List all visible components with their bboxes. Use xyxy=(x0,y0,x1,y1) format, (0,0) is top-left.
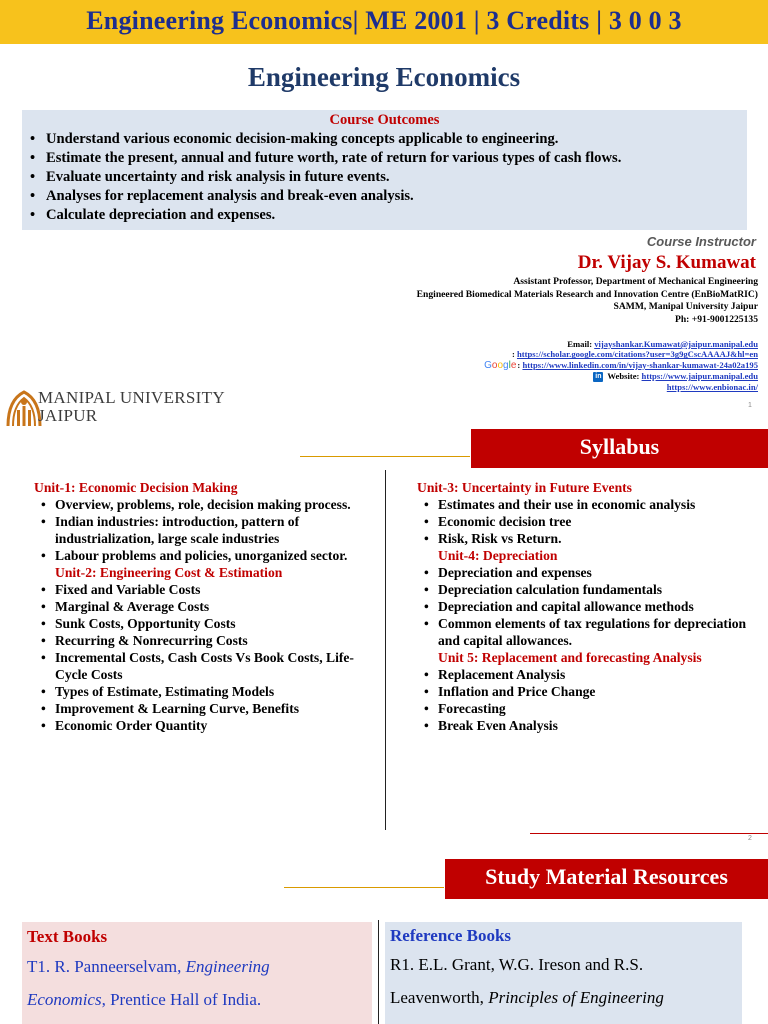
outcome-item: • Evaluate uncertainty and risk analysis in future events. xyxy=(30,168,745,187)
unit4-item: • Depreciation and capital allowance methods xyxy=(421,598,767,615)
unit4-title: Unit-4: Depreciation xyxy=(438,548,558,563)
instructor-caption: Course Instructor xyxy=(646,234,756,249)
study-column-divider xyxy=(378,920,379,1024)
outcome-item: • Estimate the present, annual and future worth, rate of return for various types of cash flows. xyxy=(30,149,745,168)
university-name-line1: MANIPAL UNIVERSITY xyxy=(38,388,225,407)
scholar-row xyxy=(484,349,758,359)
linkedin-icon: in xyxy=(595,373,602,381)
study-material-title: Study Material Resources xyxy=(485,864,728,889)
unit5-item: • Forecasting xyxy=(421,700,767,717)
website-label: Website: xyxy=(607,371,640,382)
unit2-item: • Economic Order Quantity xyxy=(38,717,374,734)
contact-block xyxy=(484,339,758,393)
email-link[interactable]: vijayshankar.Kumawat@jaipur.manipal.edu xyxy=(594,339,758,349)
linkedin-link[interactable]: https://www.linkedin.com/in/vijay-shankar-kumawat-24a02a195 xyxy=(522,359,758,370)
text-book-t1-line2 xyxy=(27,983,372,1016)
unit1-item: • Indian industries: introduction, pattern of industrialization, large scale industries xyxy=(38,513,374,547)
scholar-link[interactable]: https://scholar.google.com/citations?user=3g9gCscAAAAJ&hl=en xyxy=(516,349,758,360)
syllabus-column-divider xyxy=(385,470,386,830)
unit1-list xyxy=(38,496,374,564)
text-book-t1-title-b: Economics xyxy=(27,990,102,1009)
unit3-item: • Economic decision tree xyxy=(421,513,767,530)
page-title: Engineering Economics xyxy=(247,62,521,92)
unit2-item: • Marginal & Average Costs xyxy=(38,598,374,615)
text-book-t1-prefix: T1. R. Panneerselvam, xyxy=(27,957,186,976)
outcome-item: • Calculate depreciation and expenses. xyxy=(30,206,745,225)
instructor-designation: Assistant Professor, Department of Mechanical Engineering xyxy=(513,276,758,287)
text-book-t1-suffix: , Prentice Hall of India. xyxy=(101,990,262,1009)
unit2-item: • Improvement & Learning Curve, Benefits xyxy=(38,700,374,717)
unit2-item: • Recurring & Nonrecurring Costs xyxy=(38,632,374,649)
unit2-item: • Sunk Costs, Opportunity Costs xyxy=(38,615,374,632)
instructor-centre: Engineered Biomedical Materials Research and Innovation Centre (EnBioMatRIC) xyxy=(416,288,758,300)
unit5-title: Unit 5: Replacement and forecasting Analysis xyxy=(438,650,702,665)
unit3-title: Unit-3: Uncertainty in Future Events xyxy=(417,480,632,495)
google-logo-icon: Google xyxy=(484,359,517,371)
page-number: 1 xyxy=(748,402,752,409)
instructor-name: Dr. Vijay S. Kumawat xyxy=(577,252,756,273)
instructor-details xyxy=(417,276,758,326)
reference-book-r1-line2 xyxy=(390,981,745,1014)
reference-book-r1 xyxy=(390,948,745,1014)
university-name-line2: JAIPUR xyxy=(38,406,98,425)
unit2-item: • Fixed and Variable Costs xyxy=(38,581,374,598)
linkedin-row xyxy=(484,360,758,371)
email-row xyxy=(484,339,758,349)
course-code-banner: Engineering Economics| ME 2001 | 3 Credits | 3 0 0 3 xyxy=(86,6,682,35)
unit3-item: • Estimates and their use in economic analysis xyxy=(421,496,767,513)
text-books-heading: Text Books xyxy=(27,927,108,946)
unit4-list xyxy=(421,564,767,649)
unit3-list xyxy=(421,496,767,547)
scholar-label: : xyxy=(511,349,515,360)
website2-link[interactable]: https://www.enbionac.in/ xyxy=(666,382,758,393)
unit1-item: • Labour problems and policies, unorganized sector. xyxy=(38,547,374,564)
website2-row xyxy=(484,382,758,392)
unit2-item: • Incremental Costs, Cash Costs Vs Book Costs, Life- Cycle Costs xyxy=(38,649,374,683)
unit4-item: • Common elements of tax regulations for depreciation and capital allowances. xyxy=(421,615,767,649)
course-outcomes-heading: Course Outcomes xyxy=(329,112,440,128)
unit5-item: • Replacement Analysis xyxy=(421,666,767,683)
unit1-item: • Overview, problems, role, decision making process. xyxy=(38,496,374,513)
reference-book-r1-line1: R1. E.L. Grant, W.G. Ireson and R.S. xyxy=(390,955,644,974)
text-book-t1-title-a: Engineering xyxy=(185,957,270,976)
unit4-item: • Depreciation and expenses xyxy=(421,564,767,581)
instructor-phone: Ph: +91-9001225135 xyxy=(674,313,758,325)
unit5-list xyxy=(421,666,767,734)
unit5-item: • Break Even Analysis xyxy=(421,717,767,734)
unit3-item: • Risk, Risk vs Return. xyxy=(421,530,767,547)
unit2-list xyxy=(38,581,374,734)
unit2-title: Unit-2: Engineering Cost & Estimation xyxy=(55,565,283,580)
unit4-item: • Depreciation calculation fundamentals xyxy=(421,581,767,598)
course-outcomes-list xyxy=(30,130,745,225)
page-number: 2 xyxy=(748,835,752,842)
study-accent-line xyxy=(284,887,444,888)
unit1-title: Unit-1: Economic Decision Making xyxy=(34,480,238,495)
outcome-item: • Analyses for replacement analysis and break-even analysis. xyxy=(30,187,745,206)
reference-book-r1-prefix: Leavenworth, xyxy=(390,988,489,1007)
email-label: Email: xyxy=(567,339,593,349)
reference-book-r1-title: Principles of Engineering xyxy=(488,988,664,1007)
syllabus-title: Syllabus xyxy=(579,434,660,459)
outcome-item: • Understand various economic decision-making concepts applicable to engineering. xyxy=(30,130,745,149)
text-book-t1-line1 xyxy=(27,950,372,983)
syllabus-bottom-line xyxy=(530,833,768,834)
unit5-item: • Inflation and Price Change xyxy=(421,683,767,700)
website-link[interactable]: https://www.jaipur.manipal.edu xyxy=(641,371,758,382)
text-book-t1 xyxy=(27,950,372,1016)
syllabus-accent-line xyxy=(300,456,470,457)
website-row xyxy=(484,371,758,382)
unit2-item: • Types of Estimate, Estimating Models xyxy=(38,683,374,700)
instructor-affiliation: SAMM, Manipal University Jaipur xyxy=(613,301,758,312)
reference-books-heading: Reference Books xyxy=(390,926,512,945)
syllabus-left-column xyxy=(34,479,374,734)
syllabus-right-column xyxy=(417,479,767,734)
linkedin-label: : xyxy=(517,359,521,370)
